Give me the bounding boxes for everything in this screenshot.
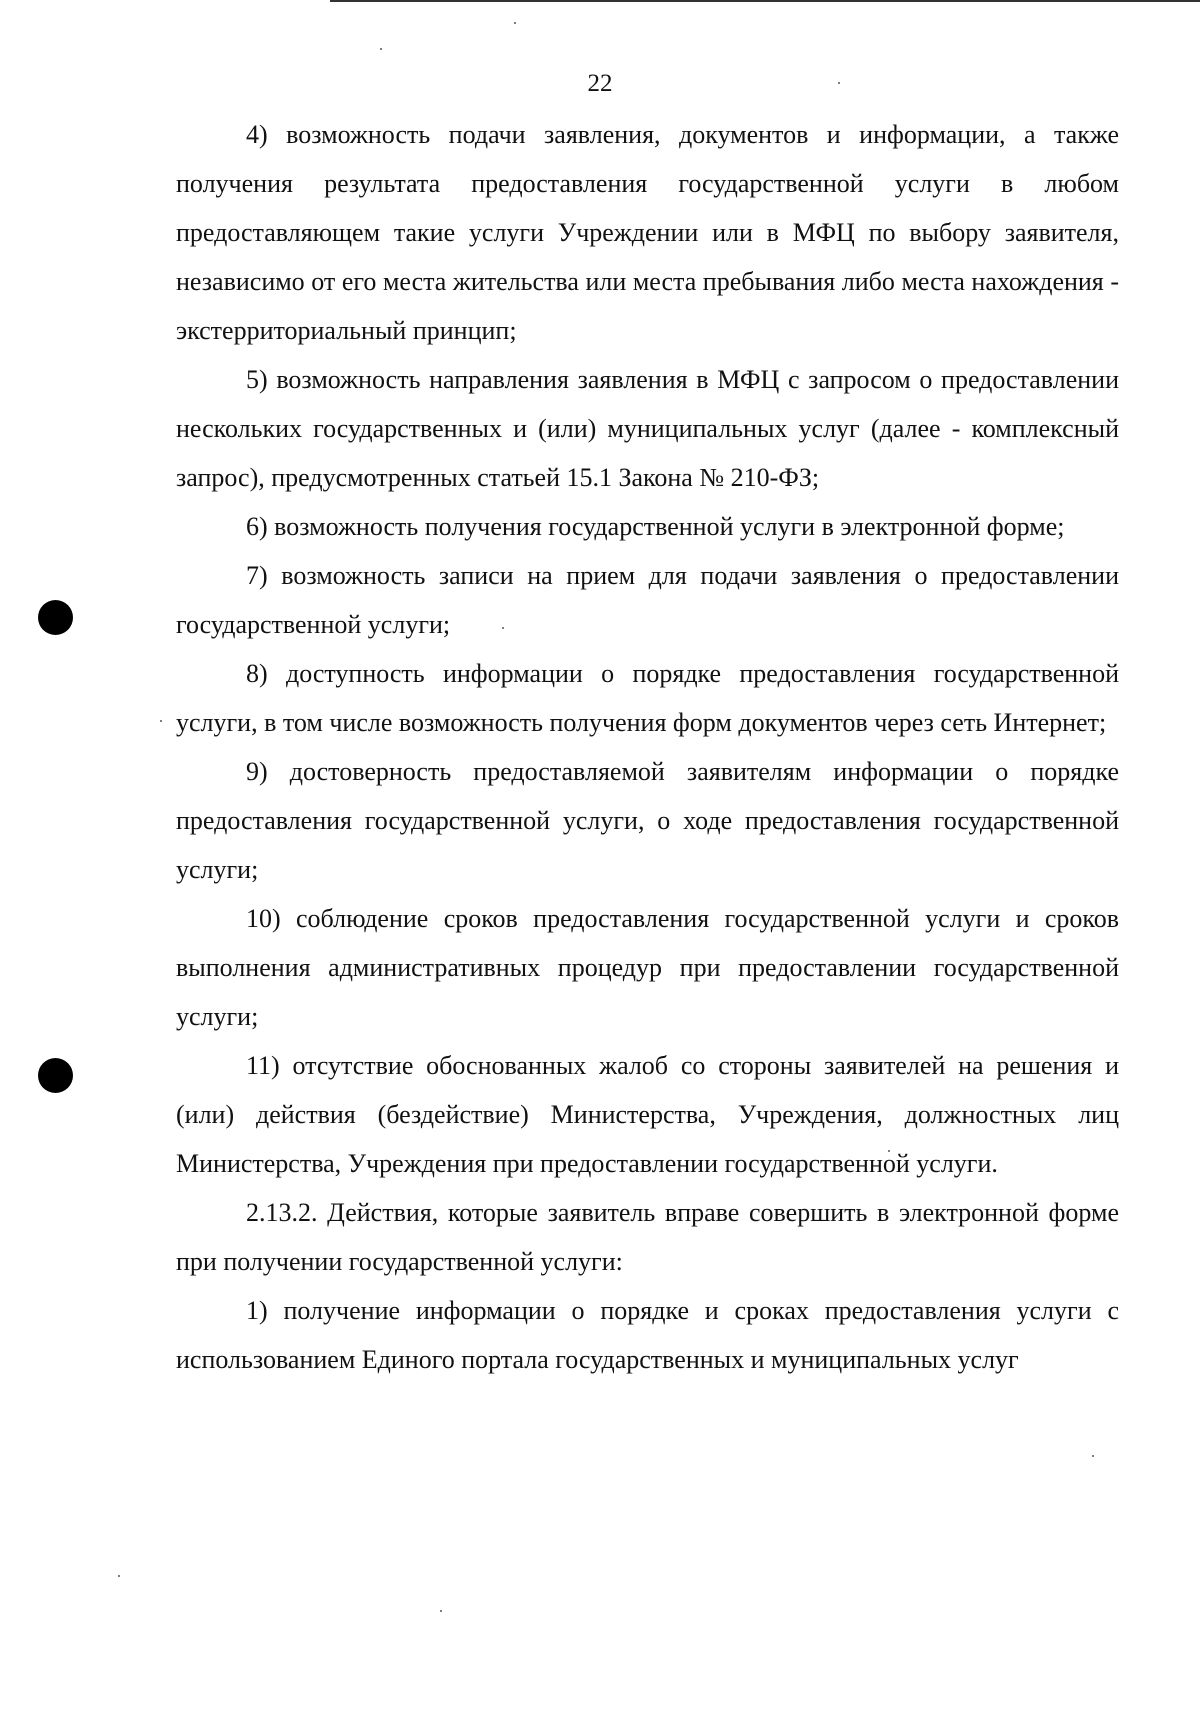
paragraph-item-10: 10) соблюдение сроков предоставления государственной услуги и сроков выполнения административных процедур при предоставлении государственной услуги;	[176, 904, 1119, 1031]
scan-speck	[514, 22, 516, 24]
scan-top-rule	[330, 0, 1200, 2]
scan-speck	[160, 720, 162, 722]
paragraph-item-7: 7) возможность записи на прием для подачи заявления о предоставлении государственной услуги;	[176, 561, 1119, 639]
scan-speck	[440, 1610, 442, 1612]
scan-speck	[380, 48, 382, 50]
paragraph-item-5: 5) возможность направления заявления в МФЦ с запросом о предоставлении нескольких государственных и (или) муниципальных услуг (далее - комплексный запрос), предусмотренных статьей 15.1 Закона № 210-ФЗ;	[176, 365, 1119, 492]
paragraph-item-6: 6) возможность получения государственной услуги в электронной форме;	[246, 512, 1065, 541]
paragraph-item-11: 11) отсутствие обоснованных жалоб со стороны заявителей на решения и (или) действия (бездействие) Министерства, Учреждения, должностных лиц Министерства, Учреждения при предоставлении государственной услуги.	[176, 1051, 1119, 1178]
paragraph-subitem-1: 1) получение информации о порядке и сроках предоставления услуги с использованием Единого портала государственных и муниципальных услуг	[176, 1296, 1119, 1374]
paragraph-item-8: 8) доступность информации о порядке предоставления государственной услуги, в том числе возможность получения форм документов через сеть Интернет;	[176, 659, 1119, 737]
punch-hole-upper	[38, 600, 73, 635]
scan-speck	[838, 82, 840, 84]
document-body	[176, 110, 1119, 1384]
paragraph-section-2-13-2: 2.13.2. Действия, которые заявитель вправе совершить в электронной форме при получении государственной услуги:	[176, 1198, 1119, 1276]
paragraph-item-4: 4) возможность подачи заявления, документов и информации, а также получения результата предоставления государственной услуги в любом предоставляющем такие услуги Учреждении или в МФЦ по выбору заявителя, независимо от его места жительства или места пребывания либо места нахождения - экстерриториальный принцип;	[176, 120, 1119, 345]
paragraph-item-9: 9) достоверность предоставляемой заявителям информации о порядке предоставления государственной услуги, о ходе предоставления государственной услуги;	[176, 757, 1119, 884]
scan-speck	[118, 1575, 120, 1577]
scan-speck	[1092, 1455, 1094, 1457]
punch-hole-lower	[38, 1058, 73, 1093]
page-number: 22	[587, 70, 613, 97]
